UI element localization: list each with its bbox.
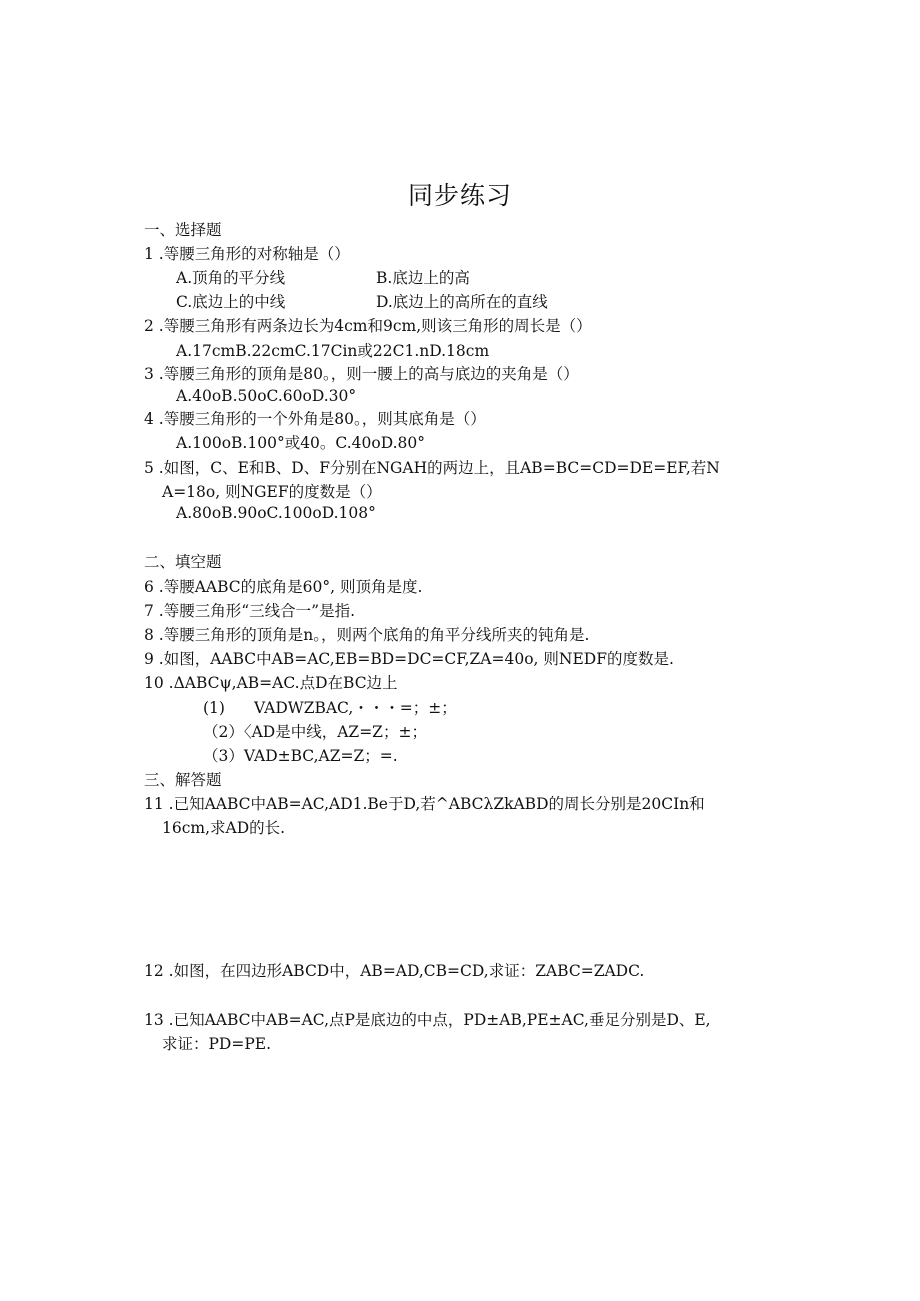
section-solve-heading: 三、解答题 bbox=[144, 771, 222, 789]
question-5-stem-line2: A=18o, 则NGEF的度数是（） bbox=[162, 483, 382, 501]
question-10-part-3: （3）VAD±BC,AZ=Z；=. bbox=[203, 747, 398, 765]
question-4-options: A.100oB.100°或40。C.40oD.80° bbox=[176, 434, 425, 452]
question-11-line1: 11 .已知AABC中AB=AC,AD1.Be于D,若^ABCλZkABD的周长分别是20CIn和 bbox=[144, 795, 705, 813]
question-10-stem: 10 .ΔABCψ,AB=AC.点D在BC边上 bbox=[144, 674, 398, 692]
page-title: 同步练习 bbox=[407, 181, 512, 210]
question-1-stem: 1 .等腰三角形的对称轴是（） bbox=[144, 245, 350, 263]
question-3-stem: 3 .等腰三角形的顶角是80。，则一腰上的高与底边的夹角是（） bbox=[144, 365, 579, 383]
question-1-option-a: A.顶角的平分线 bbox=[176, 269, 286, 287]
question-5-options: A.80oB.90oC.100oD.108° bbox=[176, 504, 376, 522]
question-5-stem-line1: 5 .如图，C、E和B、D、F分别在NGAH的两边上，且AB=BC=CD=DE=EF,若N bbox=[144, 459, 720, 477]
question-4-stem: 4 .等腰三角形的一个外角是80。，则其底角是（） bbox=[144, 410, 486, 428]
question-10-part-2: （2）〈AD是中线，AZ=Z；±； bbox=[203, 723, 427, 741]
question-9: 9 .如图，AABC中AB=AC,EB=BD=DC=CF,ZA=40o, 则NEDF的度数是. bbox=[144, 650, 674, 668]
question-1-option-d: D.底边上的高所在的直线 bbox=[376, 293, 548, 311]
question-2-options: A.17cmB.22cmC.17Cin或22C1.nD.18cm bbox=[176, 342, 490, 360]
question-1-option-b: B.底边上的高 bbox=[376, 269, 470, 287]
question-6: 6 .等腰AABC的底角是60°, 则顶角是度. bbox=[144, 578, 423, 596]
question-3-options: A.40oB.50oC.60oD.30° bbox=[176, 387, 357, 405]
section-choice-heading: 一、选择题 bbox=[144, 221, 222, 239]
question-2-stem: 2 .等腰三角形有两条边长为4cm和9cm,则该三角形的周长是（） bbox=[144, 317, 592, 335]
question-8: 8 .等腰三角形的顶角是n。，则两个底角的角平分线所夹的钝角是. bbox=[144, 626, 590, 644]
question-12: 12 .如图，在四边形ABCD中，AB=AD,CB=CD,求证：ZABC=ZADC. bbox=[144, 962, 645, 980]
question-13-line1: 13 .已知AABC中AB=AC,点P是底边的中点，PD±AB,PE±AC,垂足分别是D、E, bbox=[144, 1011, 711, 1029]
question-1-option-c: C.底边上的中线 bbox=[176, 293, 286, 311]
question-13-line2: 求证：PD=PE. bbox=[162, 1035, 272, 1053]
question-11-line2: 16cm,求AD的长. bbox=[162, 819, 286, 837]
question-10-part-1-number: (1) bbox=[203, 699, 225, 717]
question-10-part-1-text: VADWZBAC,・・・=；±； bbox=[254, 699, 457, 717]
section-fill-heading: 二、填空题 bbox=[144, 553, 222, 571]
question-7: 7 .等腰三角形“三线合一”是指. bbox=[144, 602, 355, 620]
